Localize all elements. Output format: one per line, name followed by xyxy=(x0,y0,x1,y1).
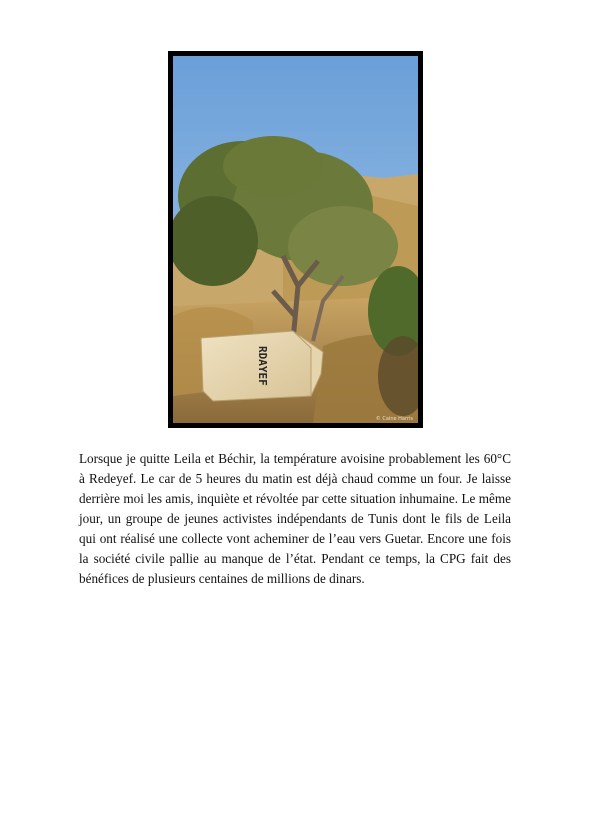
milestone xyxy=(201,331,323,401)
milestone-inscription: RDAYEF xyxy=(256,346,269,386)
landscape-photo xyxy=(173,56,418,423)
photo-watermark: © Caine Harris xyxy=(375,416,413,422)
photo-frame xyxy=(168,51,423,428)
body-paragraph: Lorsque je quitte Leila et Béchir, la température avoisine probablement les 60°C à Redeyef. Le car de 5 heures du matin est déjà chaud comme un four. Je laisse derrière moi les amis, inquiète et révoltée par cette situation inhumaine. Le même jour, un groupe de jeunes activistes indépendants de Tunis dont le fils de Leila qui ont réalisé une collecte vont acheminer de l’eau vers Guetar. Encore une fois la société civile pallie au manque de l’état. Pendant ce temps, la CPG fait des bénéfices de plusieurs centaines de millions de dinars. xyxy=(79,451,511,586)
